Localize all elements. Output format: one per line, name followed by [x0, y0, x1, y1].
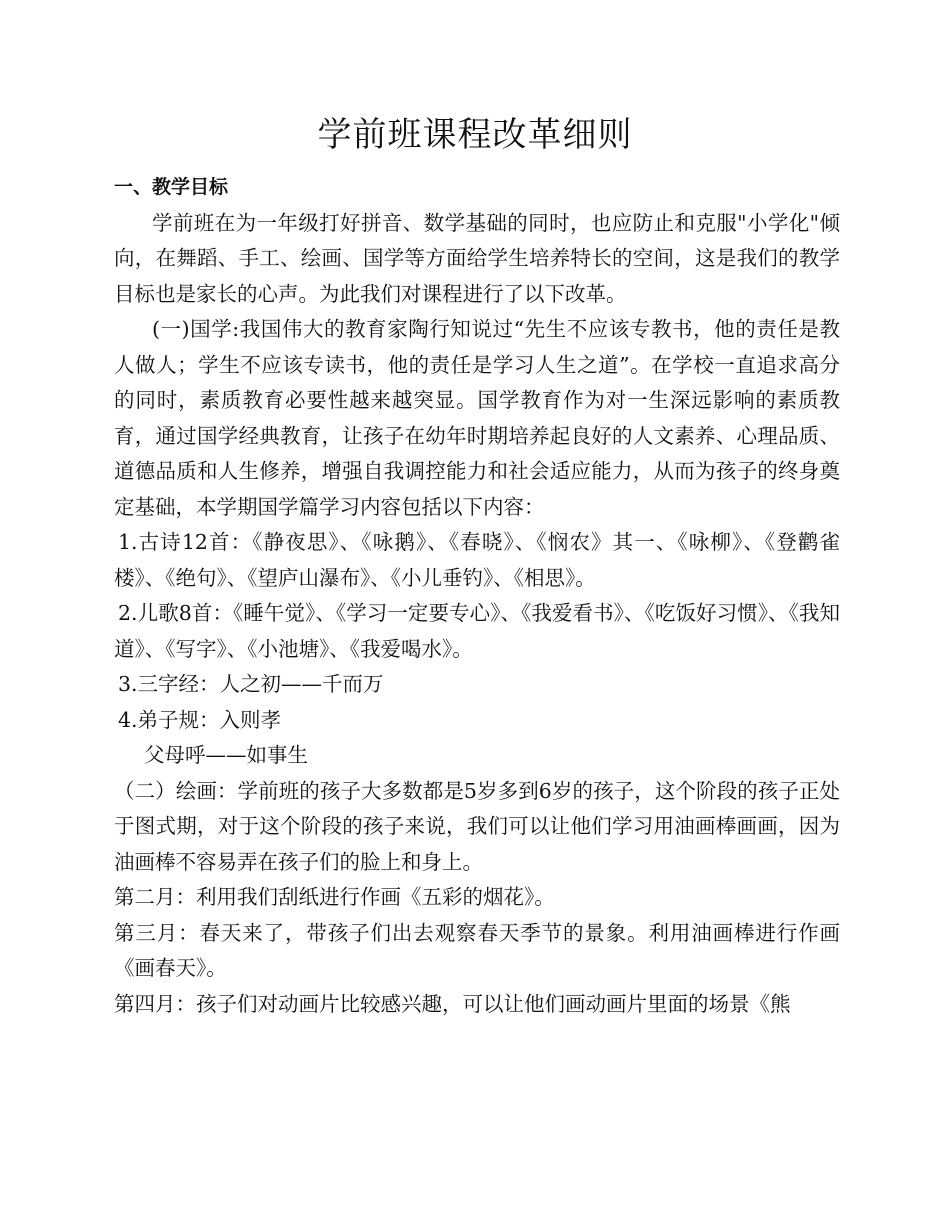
month-item-4: 第四月：孩子们对动画片比较感兴趣，可以让他们画动画片里面的场景《熊 — [114, 991, 791, 1016]
huihua-paragraph: （二）绘画：学前班的孩子大多数都是5岁多到6岁的孩子，这个阶段的孩子正处于图式期，对于这个阶段的孩子来说，我们可以让他们学习用油画棒画画，因为油画棒不容易弄在孩子们的脸上和身上。 — [114, 778, 840, 874]
month-item-2: 第二月：利用我们刮纸进行作画《五彩的烟花》。 — [114, 885, 555, 909]
list-item-poems: 1.古诗12首：《静夜思》、《咏鹅》、《春晓》、《悯农》其一、《咏柳》、《登鹳雀楼》、《绝句》、《望庐山瀑布》、《小儿垂钓》、《相思》。 — [114, 530, 840, 590]
intro-paragraph: 学前班在为一年级打好拼音、数学基础的同时，也应防止和克服"小学化"倾向，在舞蹈、手工、绘画、国学等方面给学生培养特长的空间，这是我们的教学目标也是家长的心声。为此我们对课程进行了以下改革。 — [114, 210, 840, 306]
document-body — [114, 170, 840, 1022]
guoxue-paragraph: (一)国学:我国伟大的教育家陶行知说过“先生不应该专教书，他的责任是教人做人；学生不应该专读书，他的责任是学习人生之道”。在学校一直追求高分的同时，素质教育必要性越来越突显。国学教育作为对一生深远影响的素质教育，通过国学经典教育，让孩子在幼年时期培养起良好的人文素养、心理品质、道德品质和人生修养，增强自我调控能力和社会适应能力，从而为孩子的终身奠定基础，本学期国学篇学习内容包括以下内容： — [114, 317, 840, 519]
list-item-dizigui: 4.弟子规：入则孝 — [118, 707, 282, 732]
section-heading: 一、教学目标 — [114, 176, 229, 198]
list-item-dizigui-sub: 父母呼——如事生 — [144, 743, 308, 767]
list-item-songs: 2.儿歌8首：《睡午觉》、《学习一定要专心》、《我爱看书》、《吃饭好习惯》、《我知道》、《写字》、《小池塘》、《我爱喝水》。 — [114, 601, 840, 661]
month-item-3: 第三月：春天来了，带孩子们出去观察春天季节的景象。利用油画棒进行作画《画春天》。 — [114, 920, 840, 980]
page-title: 学前班课程改革细则 — [317, 115, 633, 155]
list-item-sanzijing: 3.三字经：人之初——千而万 — [118, 672, 384, 696]
